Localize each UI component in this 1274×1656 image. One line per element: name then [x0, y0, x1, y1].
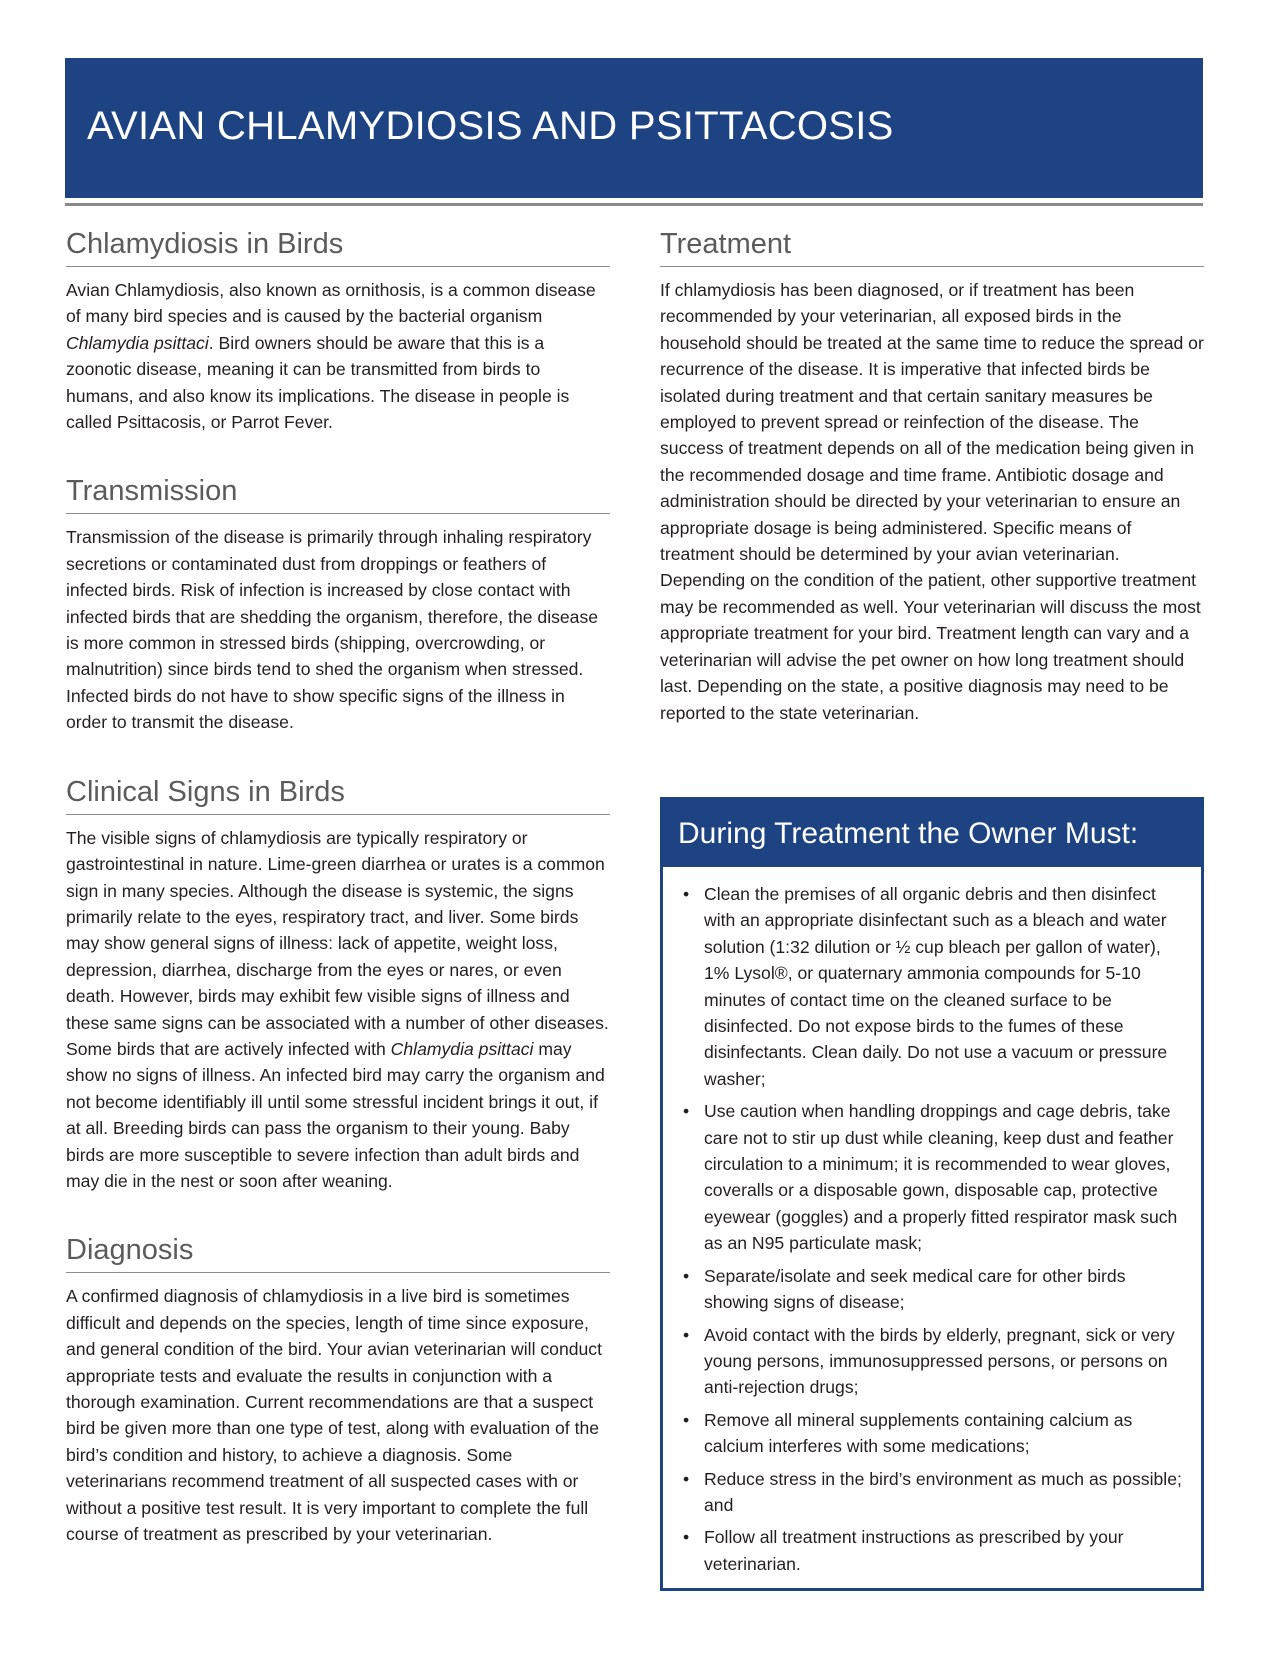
owner-instructions-box	[660, 797, 1204, 1591]
section-diagnosis	[66, 1232, 610, 1547]
section-treatment	[660, 226, 1204, 726]
section-transmission	[66, 473, 610, 735]
owner-box-title: During Treatment the Owner Must:	[678, 817, 1139, 850]
owner-instructions-list	[663, 867, 1201, 1577]
list-item: • Follow all treatment instructions as prescribed by your veterinarian.	[683, 1524, 1187, 1577]
list-item: • Separate/isolate and seek medical care for other birds showing signs of disease;	[683, 1263, 1187, 1316]
bullet-icon: •	[683, 1265, 690, 1286]
section-body-clinical-signs: The visible signs of chlamydiosis are typically respiratory or gastrointestinal in nature. Lime-green diarrhea or urates is a common sign in many species. Although the disease is systemic, the signs primarily relate to the eyes, respiratory tract, and liver. Some birds may show general signs of illness: lack of appetite, weight loss, depression, diarrhea, discharge from the eyes or nares, or even death. However, birds may exhibit few visible signs of illness and these same signs can be associated with a number of other diseases. Some birds that are actively infected with Chlamydia psittaci may show no signs of illness. An infected bird may carry the organism and not become identifiably ill until some stressful incident brings it out, if at all. Breeding birds can pass the organism to their young. Baby birds are more susceptible to severe infection than adult birds and may die in the nest or soon after weaning.	[66, 827, 609, 1191]
bullet-icon: •	[683, 1409, 690, 1430]
section-body-diagnosis: A confirmed diagnosis of chlamydiosis in a live bird is sometimes difficult and depends on the species, length of time since exposure, and general condition of the bird. Your avian veterinarian will conduct appropriate tests and evaluate the results in conjunction with a thorough examination. Current recommendations are that a suspect bird be given more than one type of test, along with evaluation of the bird’s condition and history, to achieve a diagnosis. Some veterinarians recommend treatment of all suspected cases with or without a positive test result. It is very important to complete the full course of treatment as prescribed by your veterinarian.	[66, 1286, 602, 1545]
section-heading-chlamydiosis: Chlamydiosis in Birds	[66, 226, 610, 267]
section-body-chlamydiosis: Avian Chlamydiosis, also known as ornithosis, is a common disease of many bird species and is caused by the bacterial organism Chlamydia psittaci. Bird owners should be aware that this is a zoonotic disease, meaning it can be transmitted from birds to humans, and also know its implications. The disease in people is called Psittacosis, or Parrot Fever.	[66, 280, 596, 433]
owner-box-header	[663, 800, 1201, 867]
section-heading-treatment: Treatment	[660, 226, 1204, 267]
section-body-transmission: Transmission of the disease is primarily through inhaling respiratory secretions or contaminated dust from droppings or feathers of infected birds. Risk of infection is increased by close contact with infected birds that are shedding the organism, therefore, the disease is more common in stressed birds (shipping, overcrowding, or malnutrition) since birds tend to shed the organism when stressed. Infected birds do not have to show specific signs of the illness in order to transmit the disease.	[66, 527, 599, 733]
species-name: Chlamydia psittaci	[390, 1038, 534, 1059]
page-title: AVIAN CHLAMYDIOSIS AND PSITTACOSIS	[87, 104, 894, 148]
list-item: • Reduce stress in the bird’s environment as much as possible; and	[683, 1466, 1187, 1519]
left-column	[66, 226, 610, 1547]
section-chlamydiosis	[66, 226, 610, 435]
bullet-icon: •	[683, 1468, 690, 1489]
section-heading-transmission: Transmission	[66, 473, 610, 514]
right-column	[660, 226, 1204, 726]
bullet-icon: •	[683, 1101, 690, 1122]
bullet-icon: •	[683, 1527, 690, 1548]
section-clinical-signs	[66, 774, 610, 1195]
species-name: Chlamydia psittaci	[66, 332, 209, 353]
section-heading-diagnosis: Diagnosis	[66, 1232, 610, 1273]
title-banner	[65, 58, 1203, 198]
bullet-icon: •	[683, 1324, 690, 1345]
section-heading-clinical-signs: Clinical Signs in Birds	[66, 774, 610, 815]
list-item: • Clean the premises of all organic debris and then disinfect with an appropriate disinfectant such as a bleach and water solution (1:32 dilution or ½ cup bleach per gallon of water), 1% Lysol®, or quaternary ammonia compounds for 5-10 minutes of contact time on the cleaned surface to be disinfected. Do not expose birds to the fumes of these disinfectants. Clean daily. Do not use a vacuum or pressure washer;	[683, 881, 1187, 1092]
list-item: • Use caution when handling droppings and cage debris, take care not to stir up dust while cleaning, keep dust and feather circulation to a minimum; it is recommended to wear gloves, coveralls or a disposable gown, disposable cap, protective eyewear (goggles) and a properly fitted respirator mask such as an N95 particulate mask;	[683, 1098, 1187, 1256]
bullet-icon: •	[683, 884, 690, 904]
title-underline	[65, 203, 1203, 206]
section-body-treatment: If chlamydiosis has been diagnosed, or if treatment has been recommended by your veterinarian, all exposed birds in the household should be treated at the same time to reduce the spread or recurrence of the disease. It is imperative that infected birds be isolated during treatment and that certain sanitary measures be employed to prevent spread or reinfection of the disease. The success of treatment depends on all of the medication being given in the recommended dosage and time frame. Antibiotic dosage and administration should be directed by your veterinarian to ensure an appropriate dosage is being administered. Specific means of treatment should be determined by your avian veterinarian. Depending on the condition of the patient, other supportive treatment may be recommended as well. Your veterinarian will discuss the most appropriate treatment for your bird. Treatment length can vary and a veterinarian will advise the pet owner on how long treatment should last. Depending on the state, a positive diagnosis may need to be reported to the state veterinarian.	[660, 280, 1204, 723]
list-item: • Remove all mineral supplements containing calcium as calcium interferes with some medications;	[683, 1407, 1187, 1460]
list-item: • Avoid contact with the birds by elderly, pregnant, sick or very young persons, immunosuppressed persons, or persons on anti-rejection drugs;	[683, 1322, 1187, 1401]
